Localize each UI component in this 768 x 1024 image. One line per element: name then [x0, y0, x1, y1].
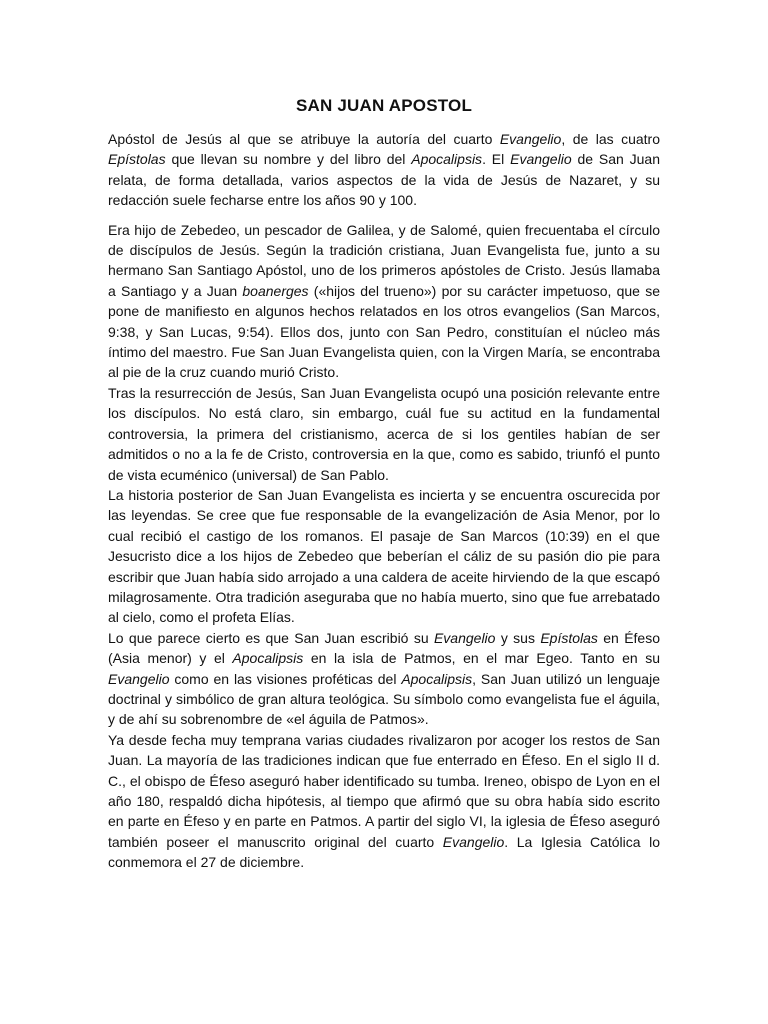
page-title: SAN JUAN APOSTOL	[295, 96, 473, 115]
text-run: («hijos del trueno») por su carácter impetuoso, que se pone de manifiesto en algunos hechos relatados en los otros evangelios (San Marcos, 9:38, y San Lucas, 9:54). Ellos dos, junto con San Pedro, constituían el núcleo más íntimo del maestro. Fue San Juan Evangelista quien, con la Virgen María, se encontraba al pie de la cruz cuando murió Cristo.	[108, 282, 660, 381]
text-run: , San Juan utilizó un lenguaje doctrinal y simbólico de gran altura teológica. Su símbolo como evangelista fue el águila, y de ahí su sobrenombre de «el águila de Patmos».	[108, 670, 660, 728]
text-run: Era hijo de Zebedeo, un pescador de Galilea, y de Salomé, quien frecuentaba el círculo de discípulos de Jesús. Según la tradición cristiana, Juan Evangelista fue, junto a su hermano San Santiago Apóstol, uno de los primeros apóstoles de Cristo. Jesús llamaba a Santiago y a Juan	[108, 221, 660, 299]
text-run: y sus	[495, 629, 541, 646]
text-run: La historia posterior de San Juan Evangelista es incierta y se encuentra oscurecida por las leyendas. Se cree que fue responsable de la evangelización de Asia Menor, por lo cual recibió el castigo de los romanos. El pasaje de San Marcos (10:39) en el que Jesucristo dice a los hijos de Zebedeo que beberían el cáliz de su pasión dio pie para escribir que Juan había sido arrojado a una caldera de aceite hirviendo de la que escapó milagrosamente. Otra tradición aseguraba que no había muerto, sino que fue arrebatado al cielo, como el profeta Elías.	[108, 486, 660, 626]
paragraph-1	[108, 129, 660, 211]
text-run: en la isla de Patmos, en el mar Egeo. Tanto en su	[303, 650, 660, 667]
italic-text: Evangelio	[510, 151, 572, 168]
paragraph-3	[108, 383, 660, 485]
italic-text: Apocalipsis	[232, 650, 304, 667]
italic-text: Apocalipsis	[411, 151, 483, 168]
italic-text: Epístolas	[540, 629, 598, 646]
italic-text: Evangelio	[442, 833, 505, 850]
document-page	[108, 96, 660, 873]
text-run: , de las cuatro	[561, 131, 660, 147]
text-run: que llevan su nombre y del libro del	[165, 151, 412, 168]
text-run: en Éfeso (Asia menor) y el	[108, 629, 661, 667]
italic-text: Apocalipsis	[401, 670, 473, 687]
paragraph-6	[108, 730, 660, 873]
text-run: Apóstol de Jesús al que se atribuye la autoría del cuarto	[108, 131, 500, 147]
italic-text: Evangelio	[108, 670, 170, 687]
text-run: Lo que parece cierto es que San Juan escribió su	[108, 629, 434, 646]
paragraph-5	[108, 628, 660, 730]
text-run: . El	[482, 151, 511, 168]
text-run: . La Iglesia Católica lo conmemora el 27 de diciembre.	[108, 833, 661, 871]
paragraph-2	[108, 220, 660, 383]
italic-text: Epístolas	[108, 151, 166, 168]
text-run: como en las visiones proféticas del	[169, 670, 402, 687]
paragraph-4	[108, 485, 660, 628]
italic-text: boanerges	[242, 282, 309, 299]
text-run: Tras la resurrección de Jesús, San Juan Evangelista ocupó una posición relevante entre los discípulos. No está claro, sin embargo, cuál fue su actitud en la fundamental controversia, la primera del cristianismo, acerca de si los gentiles habían de ser admitidos o no a la fe de Cristo, controversia en la que, como es sabido, triunfó el punto de vista ecuménico (universal) de San Pablo.	[108, 384, 660, 483]
italic-text: Evangelio	[433, 629, 496, 646]
text-run: Ya desde fecha muy temprana varias ciudades rivalizaron por acoger los restos de San Juan. La mayoría de las tradiciones indican que fue enterrado en Éfeso. En el siglo II d. C., el obispo de Éfeso aseguró haber identificado su tumba. Ireneo, obispo de Lyon en el año 180, respaldó dicha hipótesis, al tiempo que afirmó que su obra había sido escrito en parte en Éfeso y en parte en Patmos. A partir del siglo VI, la iglesia de Éfeso aseguró también poseer el manuscrito original del cuarto	[108, 731, 660, 850]
text-run: de San Juan relata, de forma detallada, varios aspectos de la vida de Jesús de Nazaret, y su redacción suele fecharse entre los años 90 y 100.	[108, 151, 660, 209]
italic-text: Evangelio	[499, 131, 562, 147]
